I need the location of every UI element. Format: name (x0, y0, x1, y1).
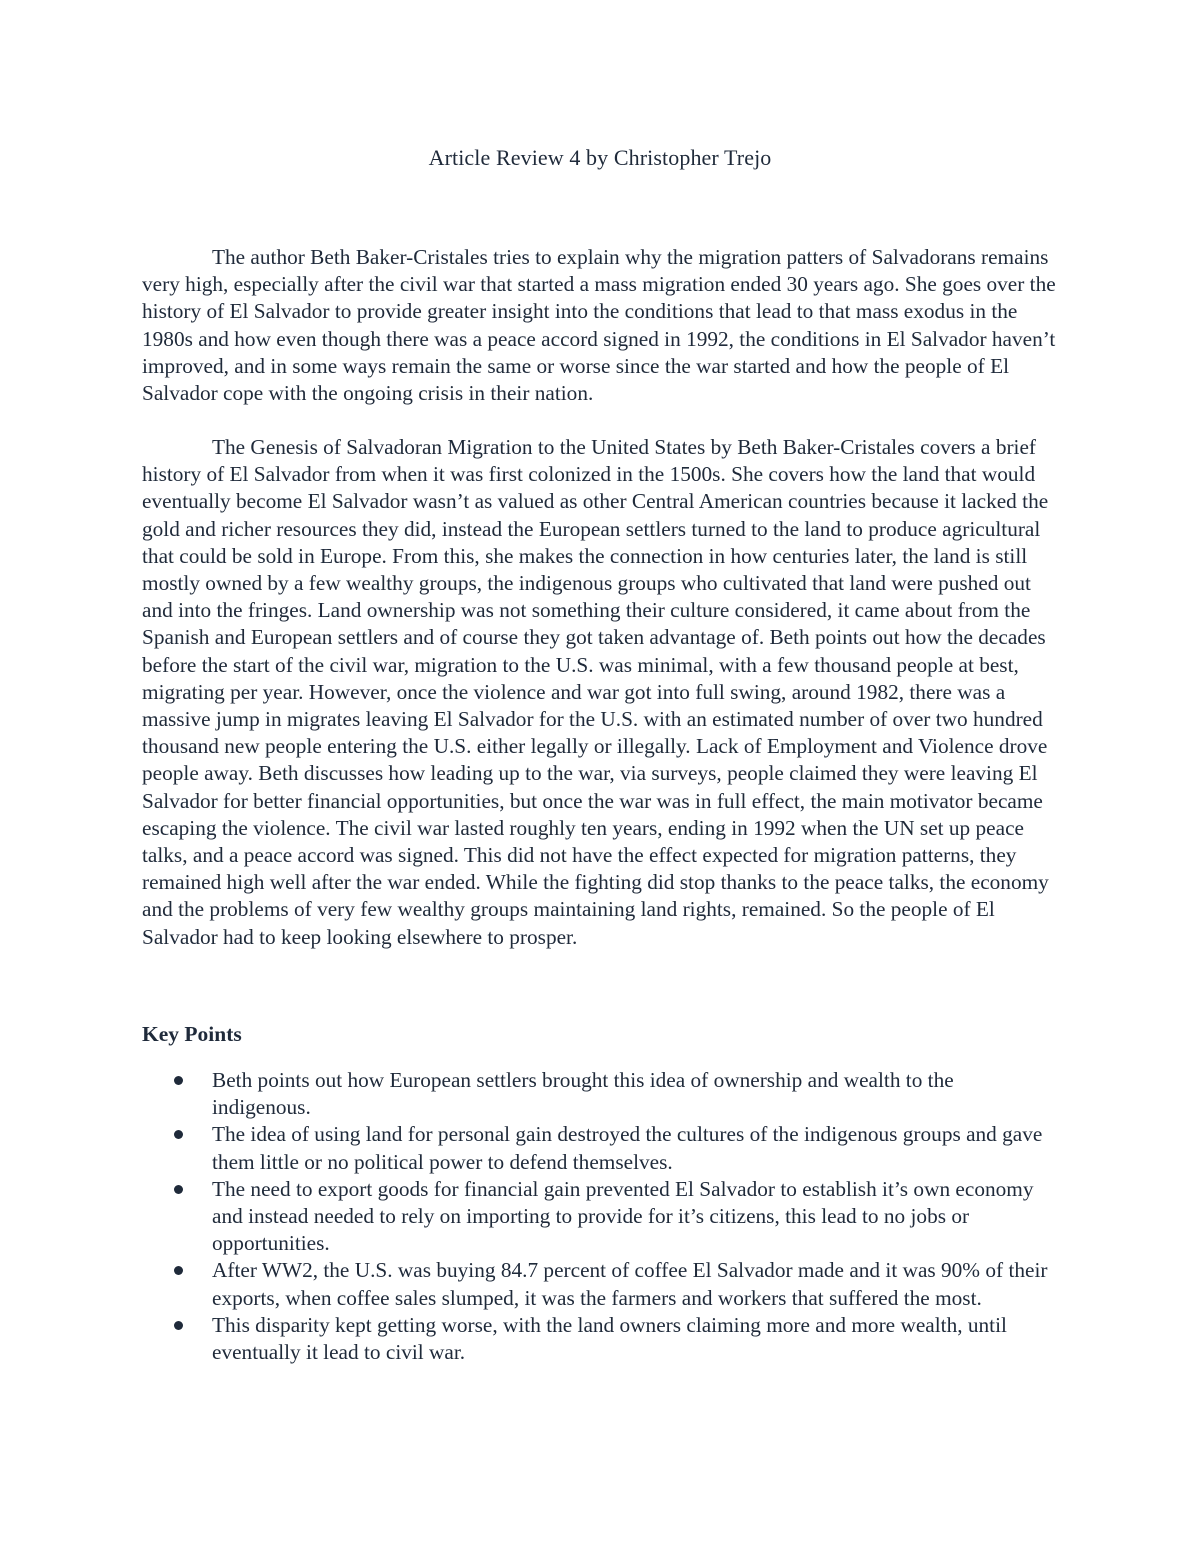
list-item (172, 1257, 1052, 1311)
paragraph-1-block (142, 244, 1062, 407)
key-points-list (172, 1067, 1052, 1366)
list-item (172, 1312, 1052, 1366)
document-title: Article Review 4 by Christopher Trejo (428, 145, 772, 170)
bullet-icon (174, 1130, 183, 1139)
paragraph-2-block (142, 434, 1062, 951)
bullet-icon (174, 1321, 183, 1330)
list-item-text: The need to export goods for financial gain prevented El Salvador to establish it’s own economy and instead needed to rely on importing to provide for it’s citizens, this lead to no jobs or opportunities. (212, 1176, 1034, 1256)
list-item (172, 1121, 1052, 1175)
bullet-icon (174, 1266, 183, 1275)
bullet-icon (174, 1076, 183, 1085)
list-item-text: After WW2, the U.S. was buying 84.7 percent of coffee El Salvador made and it was 90% of their exports, when coffee sales slumped, it was the farmers and workers that suffered the most. (212, 1258, 1048, 1310)
paragraph: The author Beth Baker-Cristales tries to explain why the migration patters of Salvadorans remains very high, especially after the civil war that started a mass migration ended 30 years ago. She goes over the history of El Salvador to provide greater insight into the conditions that lead to that mass exodus in the 1980s and how even though there was a peace accord signed in 1992, the conditions in El Salvador haven’t improved, and in some ways remain the same or worse since the war started and how the people of El Salvador cope with the ongoing crisis in their nation. (142, 245, 1056, 406)
list-item-text: Beth points out how European settlers brought this idea of ownership and wealth to the indigenous. (212, 1068, 954, 1120)
list-item (172, 1176, 1052, 1258)
list-item-text: The idea of using land for personal gain destroyed the cultures of the indigenous groups and gave them little or no political power to defend themselves. (212, 1122, 1043, 1174)
list-item (172, 1067, 1052, 1121)
paragraph: The Genesis of Salvadoran Migration to the United States by Beth Baker-Cristales covers a brief history of El Salvador from when it was first colonized in the 1500s. She covers how the land that would eventually become El Salvador wasn’t as valued as other Central American countries because it lacked the gold and richer resources they did, instead the European settlers turned to the land to produce agricultural that could be sold in Europe. From this, she makes the connection in how centuries later, the land is still mostly owned by a few wealthy groups, the indigenous groups who cultivated that land were pushed out and into the fringes. Land ownership was not something their culture considered, it came about from the Spanish and European settlers and of course they got taken advantage of. Beth points out how the decades before the start of the civil war, migration to the U.S. was minimal, with a few thousand people at best, migrating per year. However, once the violence and war got into full swing, around 1982, there was a massive jump in migrates leaving El Salvador for the U.S. with an estimated number of over two hundred thousand new people entering the U.S. either legally or illegally. Lack of Employment and Violence drove people away. Beth discusses how leading up to the war, via surveys, people claimed they were leaving El Salvador for better financial opportunities, but once the war was in full effect, the main motivator became escaping the violence. The civil war lasted roughly ten years, ending in 1992 when the UN set up peace talks, and a peace accord was signed. This did not have the effect expected for migration patterns, they remained high well after the war ended. While the fighting did stop thanks to the peace talks, the economy and the problems of very few wealthy groups maintaining land rights, remained. So the people of El Salvador had to keep looking elsewhere to prosper. (142, 435, 1049, 949)
list-item-text: This disparity kept getting worse, with the land owners claiming more and more wealth, until eventually it lead to civil war. (212, 1312, 1007, 1365)
key-points-heading: Key Points (142, 1022, 242, 1046)
bullet-icon (174, 1185, 183, 1194)
